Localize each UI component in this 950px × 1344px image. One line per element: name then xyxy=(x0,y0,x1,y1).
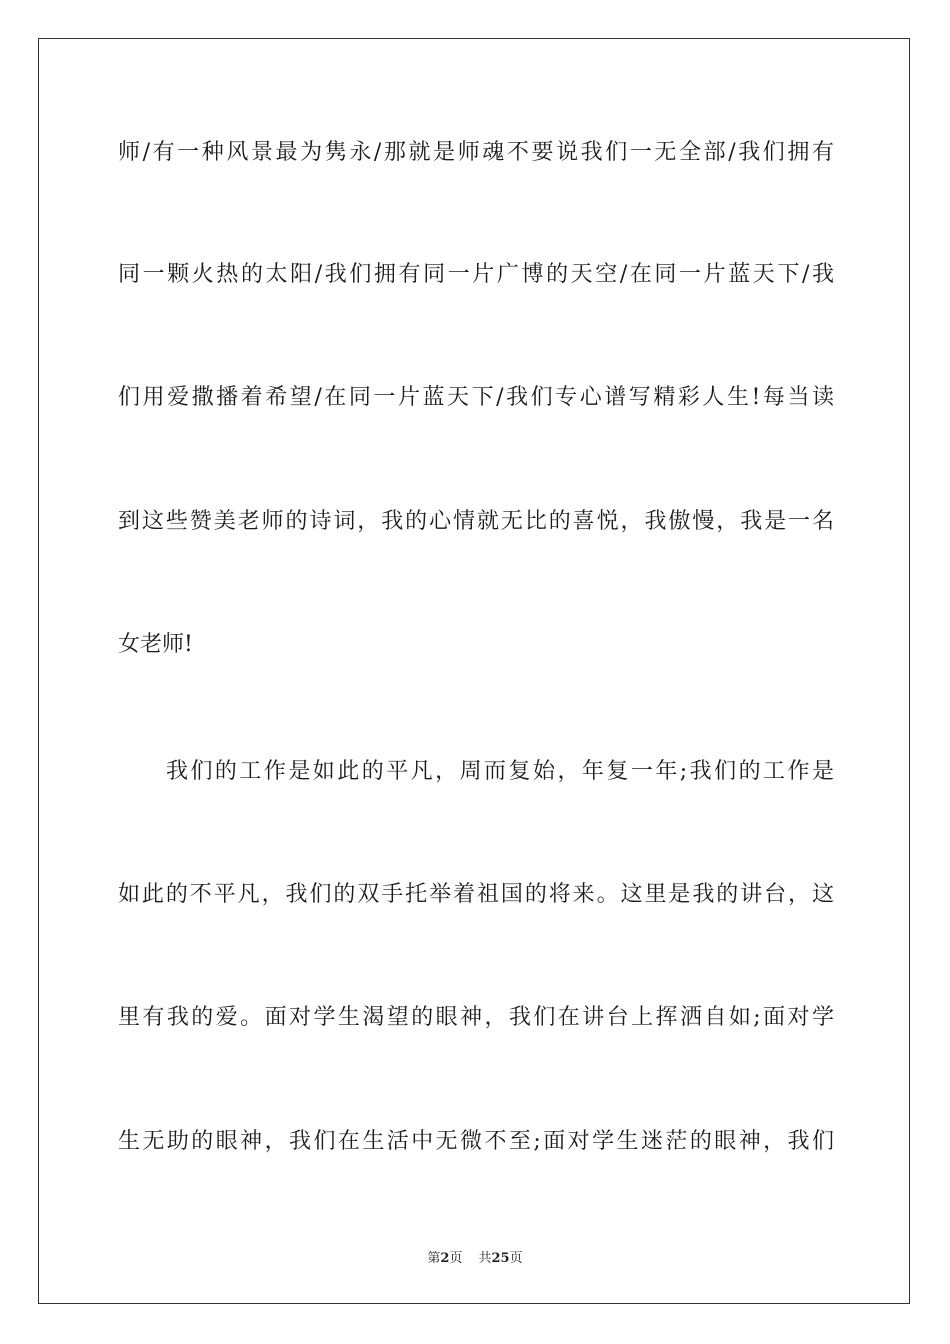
footer-total-suffix: 页 xyxy=(509,1251,523,1266)
footer-page-prefix: 第 xyxy=(427,1251,441,1266)
footer-page-number: 2 xyxy=(440,1251,450,1266)
text-line-7: 如此的不平凡，我们的双手托举着祖国的将来。这里是我的讲台，这 xyxy=(118,882,834,907)
paragraph-2-first-line: 我们的工作是如此的平凡，周而复始，年复一年;我们的工作是 xyxy=(166,759,834,784)
text-line-1: 师/有一种风景最为隽永/那就是师魂不要说我们一无全部/我们拥有 xyxy=(118,140,834,165)
footer-page-suffix: 页 xyxy=(449,1251,463,1266)
text-line-5: 女老师! xyxy=(118,632,193,657)
footer-total-prefix: 共 xyxy=(478,1251,492,1266)
text-line-9: 生无助的眼神，我们在生活中无微不至;面对学生迷茫的眼神，我们 xyxy=(118,1129,834,1154)
page-footer xyxy=(0,1247,950,1266)
text-line-4: 到这些赞美老师的诗词，我的心情就无比的喜悦，我傲慢，我是一名 xyxy=(118,509,834,534)
page-border xyxy=(38,38,910,1304)
footer-total-pages: 25 xyxy=(491,1251,510,1266)
text-line-3: 们用爱撒播着希望/在同一片蓝天下/我们专心谱写精彩人生!每当读 xyxy=(118,385,834,410)
text-line-2: 同一颗火热的太阳/我们拥有同一片广博的天空/在同一片蓝天下/我 xyxy=(118,262,834,287)
text-line-8: 里有我的爱。面对学生渴望的眼神，我们在讲台上挥洒自如;面对学 xyxy=(118,1005,834,1030)
